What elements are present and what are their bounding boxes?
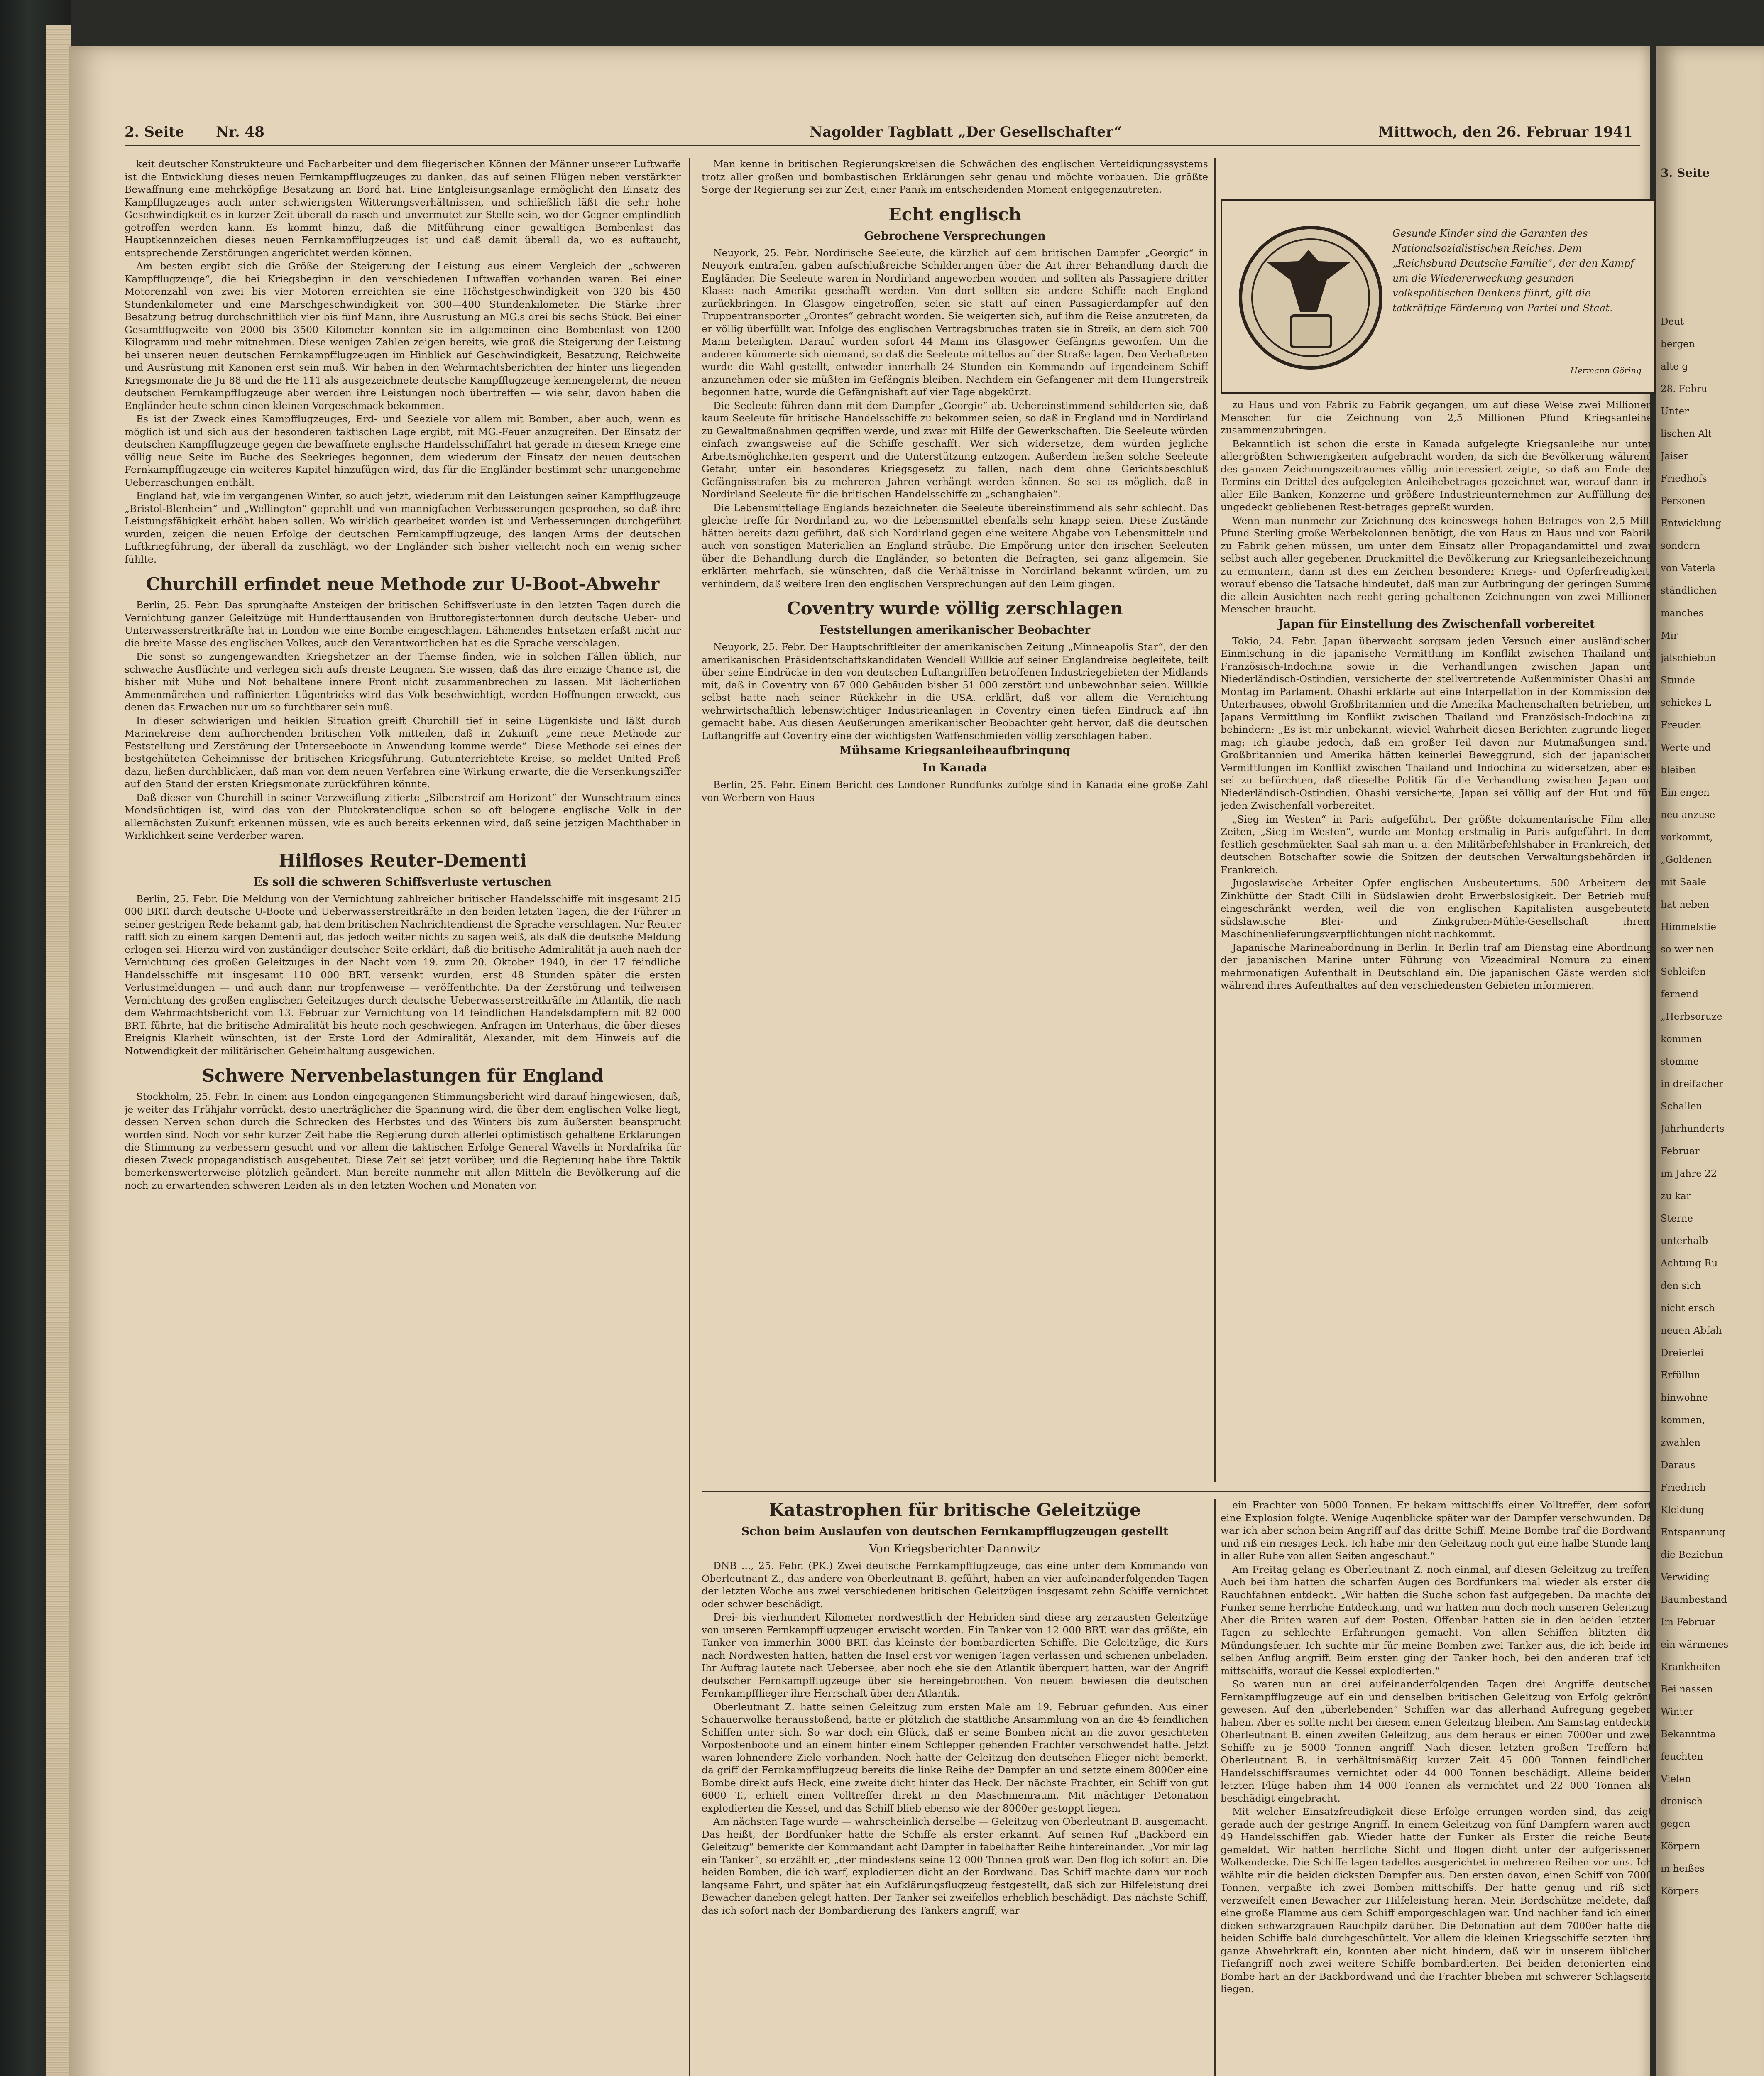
facing-page-fragment: gegen — [1661, 1819, 1691, 1829]
facing-page-fragment: stomme — [1661, 1056, 1699, 1067]
facing-page-fragment: feuchten — [1661, 1751, 1703, 1762]
facing-page-fragment: Februar — [1661, 1146, 1700, 1157]
lower-column-right — [1221, 1499, 1652, 2076]
article-paragraph: In dieser schwierigen und heiklen Situation greift Churchill tief in seine Lügenkiste und läßt durch Marinekreise dem aufhorchenden britischen Volk mitteilen, daß in Zukunft „eine neue Methode zur Feststellung und Zerstörung der Unterseeboote in Anwendung komme werde“. Diese Methode sei eines der bestgehüteten Geheimnisse der britischen Kriegsführung. Gutunterrichtete Kreise, so meldet United Preß dazu, ließen durchblicken, daß man von dem neuen Verfahren eine Wirkung erwarte, die die Versenkungsziffer auf den Stand der ersten Kriegsmonate zurückführen könnte. — [125, 715, 681, 790]
facing-page-fragment: Mir — [1661, 630, 1678, 641]
article-paragraph: Es ist der Zweck eines Kampfflugzeuges, Erd- und Seeziele vor allem mit Bomben, aber auch, wenn es möglich ist und sich aus der besonderen taktischen Lage ergibt, mit MG.-Feuer anzugreifen. Der Einsatz der deutschen Kampfflugzeuge gegen die bewaffnete englische Handelsschiffahrt hat gerade in diesem Kriege eine völlig neue Seite im Buche des Seekrieges begonnen, dem wiederum der Einsatz der neuen deutschen Fernkampfflugzeuge ein weiteres Kapitel hinzufügen wird, das für die Engländer bestimmt sehr unangenehme Ueberraschungen enthält. — [125, 413, 681, 488]
article-paragraph: Bekanntlich ist schon die erste in Kanada aufgelegte Kriegsanleihe nur unter allergrößten Schwierigkeiten aufgebracht worden, da sich die Bevölkerung während des ganzen Zeichnungszeitraumes völlig uninteressiert zeigte, so daß am Ende des Termins ein Drittel des aufgelegten Anleihebetrages gezeichnet war, worauf dann in aller Eile Banken, Konzerne und größere Industrieunternehmen zur Auffüllung des ungedeckt gebliebenen Rest-betrages gepreßt wurden. — [1221, 438, 1652, 513]
article-paragraph: Berlin, 25. Febr. Das sprunghafte Ansteigen der britischen Schiffsverluste in den letzten Tagen durch die Vernichtung ganzer Geleitzüge mit Hunderttausenden von Bruttoregistertonnen durch deutsche Ueber- und Unterwasserstreitkräfte hat in London wie eine Bombe eingeschlagen. Lähmendes Entsetzen erfaßt nicht nur die breite Masse des englischen Volkes, auch den Verantwortlichen hat es die Sprache verschlagen. — [125, 599, 681, 649]
facing-page-fragment: Baumbestand — [1661, 1594, 1727, 1605]
facing-page-fragment: Erfüllun — [1661, 1370, 1700, 1381]
article-paragraph: Man kenne in britischen Regierungskreisen die Schwächen des englischen Verteidigungssystems trotz aller großen und bombastischen Erklärungen sehr genau und möchte vorbauen. Die größte Sorge der Regierung sei zur Zeit, einer Panik im entscheidenden Moment entgegenzutreten. — [702, 158, 1208, 195]
facing-page-fragment: Achtung Ru — [1661, 1258, 1718, 1269]
facing-page-fragment: Verwiding — [1661, 1572, 1710, 1583]
article-paragraph: Drei- bis vierhundert Kilometer nordwestlich der Hebriden sind diese arg zerzausten Geleitzüge von unseren Fernkampfflugzeugen erwischt worden. Ein Tanker von 12 000 BRT. war das größte, ein Tanker von immerhin 3000 BRT. das kleinste der bombardierten Schiffe. Die Geleitzüge, die Kurs nach Nordwesten hatten, hatten die Insel erst vor wenigen Tagen verlassen und schienen unbeladen. Ihr Auftrag lautete nach Uebersee, aber noch ehe sie den Atlantik überquert hatten, war der Angriff deutscher Fernkampfflugzeuge über sie hereingebrochen. Von neuem bewiesen die deutschen Fernkampfflieger ihre Herrschaft über den Atlantik. — [702, 1611, 1208, 1699]
column-rule — [1214, 158, 1216, 1482]
facing-page-fragment: bergen — [1661, 339, 1695, 350]
page-number: 2. Seite — [125, 124, 184, 140]
facing-page-fragment: fernend — [1661, 989, 1699, 1000]
subheadline-kriegsanleihe: In Kanada — [922, 761, 988, 774]
facing-page-fragment: alte g — [1661, 361, 1688, 372]
facing-page-fragment: Vielen — [1661, 1774, 1691, 1785]
facing-page-fragment: neu anzuse — [1661, 810, 1715, 820]
facing-page-fragment: Ein engen — [1661, 787, 1710, 798]
subheadline-echt-englisch: Gebrochene Versprechungen — [864, 229, 1046, 242]
article-paragraph: Am nächsten Tage wurde — wahrscheinlich derselbe — Geleitzug von Oberleutnant B. ausgemacht. Das heißt, der Bordfunker hatte die Schiffe als erster erkannt. Auf seinen Ruf „Backbord ein Geleitzug“ bemerkte der Kommandant acht Dampfer in fabelhafter Reihe hintereinander. „Vor mir lag ein Tanker“, so erzählt er, „der mindestens seine 12 000 Tonnen groß war. Den flog ich sofort an. Die beiden Bomben, die ich warf, explodierten dicht an der Bordwand. Das Schiff machte dann nur noch langsame Fahrt, und später hat ein Aufklärungsflugzeug festgestellt, daß sich zur Hilfeleistung drei Bewacher daneben gelegt hatten. Der Tanker sei zweifellos erheblich beschädigt. Das nächste Schiff, das ich sofort nach der Bombardierung des Tankers angriff, war — [702, 1816, 1208, 1916]
article-paragraph: Die Lebensmittellage Englands bezeichneten die Seeleute übereinstimmend als sehr schlecht. Das gleiche treffe für Nordirland zu, wo die Lebensmittel ebenfalls sehr knapp seien. Diese Zustände hätten bereits dazu geführt, daß sich Nordirland gegen eine weitere Abgabe von Lebensmitteln und auch von sonstigen Materialien an England sträube. Die Empörung unter den irischen Seeleuten über die Behandlung durch die Engländer, so betonten die Befragten, sei ganz allgemein. Sie erklärten mehrfach, sie wünschten, daß die Verhältnisse in Nordirland bekannt würden, um zu verhindern, daß weitere Iren den englischen Versprechungen auf den Leim gingen. — [702, 502, 1208, 590]
facing-page-fragment: Bei nassen — [1661, 1684, 1713, 1695]
headline-nerven: Schwere Nervenbelastungen für England — [202, 1065, 604, 1086]
headline-japan: Japan für Einstellung des Zwischenfall vorbereitet — [1278, 617, 1595, 631]
article-paragraph: Am Freitag gelang es Oberleutnant Z. noch einmal, auf diesen Geleitzug zu treffen. Auch bei ihm hatten die scharfen Augen des Bordfunkers mal wieder als erster die Rauchfahnen entdeckt. „Wir hatten die Suche schon fast aufgegeben. Da machte der Funker seine herrliche Entdeckung, und wir hatten nun doch noch unseren Geleitzug. Aber die Briten waren auf dem Posten. Offenbar hatten sie in den beiden letzten Tagen zu schlechte Erfahrungen gemacht. Von allen Schiffen blitzten die Mündungsfeuer. Ich suchte mir für meine Bomben zwei Tanker aus, die ich beide im selben Anflug angriff. Beim ersten ging der Tanker hoch, bei den anderen traf ich mittschiffs, worauf die Kessel explodierten.“ — [1221, 1563, 1652, 1677]
facing-page-fragment: mit Saale — [1661, 877, 1706, 888]
article-paragraph: Berlin, 25. Febr. Die Meldung von der Vernichtung zahlreicher britischer Handelsschiffe mit insgesamt 215 000 BRT. durch deutsche U-Boote und Ueberwasserstreitkräfte in den beiden letzten Tagen, die der Führer in seiner gestrigen Rede bekannt gab, hat dem britischen Nachrichtendienst die Sprache verschlagen. Nur Reuter rafft sich zu einem kargen Dementi auf, das jedoch weiter nichts zu sagen weiß, als daß die deutsche Meldung erlogen sei. Hierzu wird von zuständiger deutscher Seite erklärt, daß die britische Admiralität ja auch nach der Vernichtung des großen Geleitzuges in der Nacht vom 19. zum 20. Oktober 1940, in der 17 feindliche Handelsschiffe mit insgesamt 110 000 BRT. versenkt wurden, erst 48 Stunden später die ersten Verlustmeldungen — und auch dann nur tropfenweise — veröffentlichte. Da der Zerstörung und teilweisen Vernichtung des großen englischen Geleitzuges durch deutsche Ueberwasserstreitkräfte im Atlantik, die nach dem Wehrmachtsbericht vom 13. Februar zur Vernichtung von 14 feindlichen Handelsdampfern mit 82 000 BRT. führte, hat die britische Admiralität bis heute noch geschwiegen. Anfragen im Unterhaus, die über dieses Ereignis Klarheit wünschten, ist der Erste Lord der Admiralität, Alexander, mit dem Hinweis auf die Notwendigkeit der militärischen Geheimhaltung ausgewichen. — [125, 893, 681, 1057]
facing-page-fragment: Friedhofs — [1661, 473, 1707, 484]
facing-page-fragment: neuen Abfah — [1661, 1325, 1722, 1336]
facing-page-fragment: Deut — [1661, 316, 1684, 327]
headline-kriegsanleihe: Mühsame Kriegsanleiheaufbringung — [839, 744, 1071, 757]
facing-page-fragment: sondern — [1661, 541, 1700, 551]
facing-page-fragment: den sich — [1661, 1280, 1701, 1291]
page-header — [125, 120, 1640, 147]
facing-page-fragment: Entspannung — [1661, 1527, 1725, 1538]
facing-page-fragment: Himmelstie — [1661, 922, 1717, 933]
facing-page-column — [1661, 316, 1760, 2076]
column-1 — [125, 158, 681, 2076]
facing-page-fragment: Schleifen — [1661, 967, 1706, 977]
advertisement-signature: Hermann Göring — [1570, 365, 1642, 375]
column-2 — [702, 158, 1208, 1482]
article-paragraph: DNB ..., 25. Febr. (PK.) Zwei deutsche Fernkampfflugzeuge, das eine unter dem Kommando von Oberleutnant Z., das andere von Oberleutnant B. geführt, haben an vier aufeinanderfolgenden Tagen der letzten Woche aus zwei verschiedenen britischen Geleitzügen insgesamt zehn Schiffe vernichtet oder schwer beschädigt. — [702, 1560, 1208, 1610]
column-rule — [1214, 1499, 1216, 2076]
article-paragraph: ein Frachter von 5000 Tonnen. Er bekam mittschiffs einen Volltreffer, dem sofort eine Explosion folgte. Wenige Augenblicke später war der Dampfer verschwunden. Da war ich aber schon beim Angriff auf das dritte Schiff. Meine Bombe traf die Bordwand und riß ein riesiges Leck. Ich habe mir den Geleitzug noch gut eine halbe Stunde lang in aller Ruhe von allen Seiten angeschaut.“ — [1221, 1499, 1652, 1562]
facing-page-fragment: Unter — [1661, 406, 1689, 417]
facing-page-fragment: „Herbsoruze — [1661, 1011, 1722, 1022]
facing-page-fragment: Werte und — [1661, 742, 1711, 753]
facing-page-fragment: Krankheiten — [1661, 1662, 1721, 1672]
facing-page-fragment: Entwicklung — [1661, 518, 1722, 529]
facing-page-fragment: Friedrich — [1661, 1482, 1706, 1493]
article-paragraph: Mit welcher Einsatzfreudigkeit diese Erfolge errungen worden sind, das zeigt gerade auch der gestrige Angriff. In einem Geleitzug von fünf Dampfern waren auch 49 Handelsschiffen gab. Wieder hatte der Funker als Erster die reiche Beute gemeldet. Wir hatten herrliche Sicht und flogen dicht unter der aufgerissenen Wolkendecke. Die Schiffe lagen tadellos ausgerichtet in mehreren Reihen vor uns. Ich wählte mir die beiden dicksten Dampfer aus. Den ersten davon, einen Schiff von 7000 Tonnen, verpaßte ich zwei Bomben mittschiffs. Der hatte genug und riß sich verzweifelt einen Bewacher zur Hilfeleistung heran. Mein Bordschütze meldete, daß eine große Flamme aus dem Schiff emporgeschlagen war. Und nachher fand ich einen dicken schwarzgrauen Rauchpilz darüber. Die Detonation auf dem 7000er hatte die beiden Schiffe bald durchgeschüttelt. Vor allem die kleinen Kriegsschiffe setzten ihre ganze Abwehrkraft ein, konnten aber nicht hindern, daß wir in unserem üblichen Tiefangriff noch zwei weitere Schiffe bombardierten. Bei beiden detonierten eine Bombe hart an der Backbordwand und die Frachter blieben mit schwerer Schlagseite liegen. — [1221, 1806, 1652, 1995]
article-paragraph: Oberleutnant Z. hatte seinen Geleitzug zum ersten Male am 19. Februar gefunden. Aus einer Schauerwolke herausstoßend, hatte er plötzlich die stattliche Ansammlung von an die 45 feindlichen Schiffen unter sich. So war doch ein Glück, daß er seine Bomben nicht an die zuvor gesichteten Vorpostenboote und an einem hinter einem Schlepper gehenden Frachter verschwendet hatte. Jetzt waren lohnendere Ziele vorhanden. Noch hatte der Geleitzug den deutschen Flieger nicht bemerkt, da griff der Fernkampfflugzeug bereits die linke Reihe der Dampfer an und setzte einem 8000er eine Bombe direkt aufs Heck, eine zweite dicht hinter das Heck. Der nächste Frachter, ein Schiff von gut 6000 T., erhielt einen Volltreffer direkt in den Maschinenraum. Mit mächtiger Detonation explodierten die Kessel, und das Schiff blieb ebenso wie der 8000er gestoppt liegen. — [702, 1701, 1208, 1814]
facing-page-fragment: zu kar — [1661, 1191, 1691, 1202]
byline: Von Kriegsberichter Dannwitz — [869, 1542, 1041, 1555]
facing-page-fragment: manches — [1661, 608, 1704, 619]
facing-page-fragment: ständlichen — [1661, 585, 1717, 596]
facing-page-fragment: nicht ersch — [1661, 1303, 1715, 1314]
article-paragraph: Jugoslawische Arbeiter Opfer englischen Ausbeutertums. 500 Arbeitern der Zinkhütte der Stadt Cilli in Südslawien droht Erwerbslosigkeit. Der Betrieb muß eingeschränkt werden, weil die von englischen Kapitalisten ausgebeutete südslawische Blei- und Zinkgruben-Mühle-Gesellschaft ihrem Maschinenlieferungsverpflichtungen nicht nachkommt. — [1221, 877, 1652, 940]
facing-page-fragment: Körpers — [1661, 1886, 1699, 1897]
facing-page-fragment: „Goldenen — [1661, 854, 1712, 865]
subheadline-katastrophen: Schon beim Auslaufen von deutschen Fernkampfflugzeugen gestellt — [741, 1525, 1169, 1538]
eagle-emblem-icon — [1239, 226, 1382, 370]
issue-number: Nr. 48 — [216, 124, 264, 140]
facing-page-fragment: zwahlen — [1661, 1437, 1701, 1448]
facing-page-fragment: Jahrhunderts — [1661, 1124, 1725, 1134]
article-paragraph: zu Haus und von Fabrik zu Fabrik gegangen, um auf diese Weise zwei Millionen Menschen für die Zeichnung von 2,5 Millionen Pfund Kriegsanleihe zusammenzubringen. — [1221, 399, 1652, 436]
advertisement-text: Gesunde Kinder sind die Garanten des Nationalsozialistischen Reiches. Dem „Reichsbund Deutsche Familie“, der den Kampf um die Wiedererweckung gesunden volkspolitischen Denkens führt, gilt die tatkräftige Förderung von Partei und Staat. — [1392, 228, 1634, 314]
facing-page-fragment: in heißes — [1661, 1863, 1705, 1874]
headline-echt-englisch: Echt englisch — [888, 204, 1022, 225]
column-3 — [1221, 399, 1652, 1482]
headline-coventry: Coventry wurde völlig zerschlagen — [787, 598, 1123, 619]
facing-page-fragment: so wer nen — [1661, 944, 1714, 955]
article-paragraph: „Sieg im Westen“ in Paris aufgeführt. Der größte dokumentarische Film aller Zeiten, „Sieg im Westen“, wurde am Montag erstmalig in Paris aufgeführt. In dem festlich geschmückten Saal sah man u. a. den Militärbefehlshaber in Frankreich, den deutschen Botschafter sowie die Spitzen der deutschen Verwaltungsbehörden in Frankreich. — [1221, 813, 1652, 876]
article-paragraph: Daß dieser von Churchill in seiner Verzweiflung zitierte „Silberstreif am Horizont“ der Wunschtraum eines Mondsüchtigen ist, wird das von der Plutokratenclique schon so oft belogene englische Volk in der allernächsten Zukunft erkennen müssen, wie es auch bereits erkennen wird, daß seine jetzigen Machthaber in Wirklichkeit seine Verderber waren. — [125, 791, 681, 841]
column-rule — [689, 158, 690, 2076]
facing-page-fragment: lischen Alt — [1661, 428, 1712, 439]
facing-page-fragment: im Jahre 22 — [1661, 1168, 1717, 1179]
article-paragraph: Neuyork, 25. Febr. Nordirische Seeleute, die kürzlich auf dem britischen Dampfer „Georgic“ in Neuyork eintrafen, gaben aufschlußreiche Schilderungen über die Art ihrer Behandlung durch die Engländer. Die Seeleute waren in Nordirland angeworben worden und sollten als Passagiere dritter Klasse nach Amerika geschafft werden. Von dort sollten sie andere Schiffe nach England zurückbringen. In Glasgow eingetroffen, seien sie statt auf einen Passagierdampfer auf den Truppentransporter „Orontes“ gebracht worden. Sie weigerten sich, auf ihm die Reise anzutreten, da er völlig überfüllt war. Infolge des englischen Vertragsbruches traten sie in Streik, an dem sich 700 Mann beteiligten. Darauf wurden sofort 44 Mann ins Glasgower Gefängnis geworfen. Um die anderen kümmerte sich niemand, so daß die Seeleute mittellos auf der Straße lagen. Den Verhafteten wurde die Wahl gestellt, entweder innerhalb 24 Stunden ein Kommando auf irgendeinem Schiff anzunehmen oder sie müßten im Gefängnis bleiben. Nachdem ein Gefangener mit dem Hungerstreik begonnen hatte, wurde die Gefängnishaft auf vier Tage abgekürzt. — [702, 247, 1208, 398]
facing-page-fragment: hat neben — [1661, 899, 1709, 910]
article-paragraph: Wenn man nunmehr zur Zeichnung des keineswegs hohen Betrages von 2,5 Mill. Pfund Sterling große Werbekolonnen benötigt, die von Haus zu Haus und von Fabrik zu Fabrik gehen müssen, um unter dem Einsatz aller Propagandamittel und zwar selbst auch aller gegebenen Druckmittel die Bevölkerung zur Kriegsanleihezeichnung zu ermuntern, dann ist dies ein Zeichen besonderer Kriegs- und Opferfreudigkeit, worauf ebenso die Tatsache hindeutet, daß man zur Aufbringung der geringen Summe die allein Ausichten nach recht gering gehaltenen Zeichnungen von zwei Millionen Menschen braucht. — [1221, 514, 1652, 615]
facing-page-fragment: Im Februar — [1661, 1617, 1715, 1628]
headline-churchill: Churchill erfindet neue Methode zur U-Boot-Abwehr — [146, 574, 660, 594]
facing-page-fragment: Bekanntma — [1661, 1729, 1716, 1740]
facing-page-fragment: hinwohne — [1661, 1393, 1708, 1403]
article-paragraph: England hat, wie im vergangenen Winter, so auch jetzt, wiederum mit den Leistungen seiner Kampfflugzeuge „Bristol-Blenheim“ und „Wellington“ geprahlt und von mannigfachen Verbesserungen gesprochen, so daß ihre Leistungsfähigkeit erhöht haben sollen. Wo wirklich gearbeitet worden ist und Verbesserungen durchgeführt wurden, zeigen die neuen Erfolge der deutschen Fernkampfflugzeuge, des langen Arms der deutschen Luftkriegführung, der überall da zuschlägt, wo der Engländer sich bisher vielleicht noch ein wenig sicher fühlte. — [125, 490, 681, 565]
facing-page-fragment: Stunde — [1661, 675, 1695, 686]
article-paragraph: keit deutscher Konstrukteure und Facharbeiter und dem fliegerischen Können der Männer unserer Luftwaffe ist die Entwicklung dieses neuen Fernkampfflugzeuges zu danken, das auf seinen Flügen neben verstärkter Bewaffnung eine mehrköpfige Besatzung an Bord hat. Eine Entgleisungsanlage ermöglicht den Einsatz des Kampfflugzeuges auch unter schwierigsten Witterungsverhältnissen, und schließlich läßt die sehr hohe Geschwindigkeit es in kurzer Zeit überall da rasch und unvermutet zur Stelle sein, wo der Gegner empfindlich getroffen werden kann. Es kommt hinzu, daß die Mitführung einer gewaltigen Bombenlast das Hauptkennzeichen dieses neuen Fernkampfflugzeuges ist und daß damit überall da, wo es auftaucht, entsprechende Zerstörungen angerichtet werden können. — [125, 158, 681, 259]
facing-page-fragment: vorkommt, — [1661, 832, 1713, 843]
article-paragraph: Japanische Marineabordnung in Berlin. In Berlin traf am Dienstag eine Abordnung der japanischen Marine unter Führung von Vizeadmiral Nomura zu einem mehrmonatigen Aufenthalt in Deutschland ein. Die japanischen Gäste werden sich während ihres Aufenthaltes auf den verschiedensten Gebieten informieren. — [1221, 941, 1652, 991]
article-paragraph: Tokio, 24. Febr. Japan überwacht sorgsam jeden Versuch einer ausländischen Einmischung in die japanische Vermittlung im Konflikt zwischen Thailand und Französisch-Indochina sowie in die Verhandlungen zwischen Japan und Niederländisch-Ostindien, versicherte der stellvertretende Außenminister Ohashi am Montag im Parlament. Ohashi erklärte auf eine Interpellation in der Kommission des Unterhauses, obwohl Großbritannien und die Amerika Machenschaften betrieben, um Japans Vermittlung im Konflikt zwischen Thailand und Französisch-Indochina zu behindern: „Es ist mir unbekannt, wieviel Wahrheit diesen Berichten zugrunde liegen mag; ich glaube jedoch, daß ein großer Teil davon nur Mutmaßungen sind.“ Großbritannien und Amerika hätten keinerlei Beweggrund, sich der japanischen Vermittlungen im Konflikt zwischen Thailand und Indochina zu widersetzen, aber es sei zu befürchten, daß dieselbe Politik für die Verhandlung zwischen Japan und Niederländisch-Ostindien. Ohashi versicherte, Japan sei völlig auf der Hut und für jeden Zwischenfall vorbereitet. — [1221, 635, 1652, 811]
facing-page-fragment: unterhalb — [1661, 1236, 1708, 1246]
article-paragraph: Berlin, 25. Febr. Einem Bericht des Londoner Rundfunks zufolge sind in Kanada eine große Zahl von Werbern von Haus — [702, 779, 1208, 803]
page-stack-edge — [46, 25, 71, 2076]
headline-reuter: Hilfloses Reuter-Dementi — [279, 850, 527, 871]
article-paragraph: Die Seeleute führen dann mit dem Dampfer „Georgic“ ab. Uebereinstimmend schilderten sie, daß kaum Seeleute für britische Handelsschiffe zu bekommen seien, so daß in England und in Nordirland zu Gewaltmaßnahmen gegriffen werde, und zwar mit Hilfe der Gewerkschaften. Die Seeleute würden einfach zwangsweise auf die Schiffe geschafft. Wer sich widersetze, dem würden jegliche Arbeitsmöglichkeiten gesperrt und die Unterstützung entzogen. Außerdem ließen solche Seeleute Gefahr, unter ein besonderes Kriegsgesetz zu fallen, nach dem ohne Gerichtsbeschluß Gefängnisstrafen bis zu mehreren Jahren verhängt werden können. So sei es möglich, daß in Nordirland Seeleute für die britischen Handelsschiffe zu „schanghaien“. — [702, 399, 1208, 500]
facing-page-fragment: die Bezichun — [1661, 1550, 1723, 1560]
facing-page-fragment: Winter — [1661, 1706, 1694, 1717]
facing-page-fragment: Dreierlei — [1661, 1348, 1704, 1359]
article-paragraph: Die sonst so zungengewandten Kriegshetzer an der Themse finden, wie in solchen Fällen üblich, nur schwache Ausflüchte und verlegen sich aufs dreiste Leugnen. Sie wissen, daß das ihre einzige Chance ist, die bisher mit Mühe und Not behaltene innere Front nicht zusammenbrechen zu lassen. Mit lächerlichen Ammenmärchen und raffinierten Lügentricks wird das Volk beschwichtigt, werden Hoffnungen erweckt, aus denen das Erwachen nur um so furchtbarer sein muß. — [125, 651, 681, 713]
facing-page-fragment: kommen — [1661, 1034, 1702, 1045]
facing-page-fragment: jalschiebun — [1661, 653, 1716, 663]
issue-date: Mittwoch, den 26. Februar 1941 — [1378, 124, 1633, 140]
newspaper-name: Nagolder Tagblatt „Der Gesellschafter“ — [810, 124, 1122, 140]
facing-page-fragment: ein wärmenes — [1661, 1639, 1729, 1650]
headline-katastrophen: Katastrophen für britische Geleitzüge — [769, 1500, 1141, 1520]
subheadline-reuter: Es soll die schweren Schiffsverluste vertuschen — [254, 875, 552, 889]
facing-page-fragment: schickes L — [1661, 698, 1711, 708]
article-paragraph: Am besten ergibt sich die Größe der Steigerung der Leistung aus einem Vergleich der „schweren Kampfflugzeuge“, die bei Kriegsbeginn in den verschiedenen Luftwaffen vorhanden waren. Bei einer Motorenzahl von zwei bis vier Motoren erreichten sie eine Höchstgeschwindigkeit von 320 bis 450 Stundenkilometer und eine Marschgeschwindigkeit von 300—400 Stundenkilometer. Die Stärke ihrer Besatzung betrug durchschnittlich vier bis fünf Mann, ihre Ausrüstung an MG.s drei bis sechs Stück. Bei einer Gesamtflugweite von 2000 bis 3500 Kilometer konnten sie im allgemeinen eine Bombenlast von 1200 Kilogramm und mehr mitnehmen. Diese wenigen Zahlen zeigen bereits, wie groß die Steigerung der Leistung bei unseren neuen deutschen Fernkampfflugzeugen im Hinblick auf Geschwindigkeit, Besatzung, Reichweite und Ausrüstung mit Kanonen erst sein muß. Wir haben in den Wehrmachtsberichten der hinter uns liegenden Kriegsmonate die Ju 88 und die He 111 als ausgezeichnete deutsche Kampfflugzeuge kennengelernt, die neuen deutschen Fernkampfflugzeuge aber werden ihre Leistungen noch übertreffen — wie sehr, davon haben die Engländer heute schon einen kleinen Vorgeschmack bekommen. — [125, 260, 681, 411]
facing-page-fragment: Körpern — [1661, 1841, 1700, 1852]
facing-page-fragment: bleiben — [1661, 765, 1697, 776]
facing-page-fragment: dronisch — [1661, 1796, 1703, 1807]
subheadline-coventry: Feststellungen amerikanischer Beobachter — [819, 624, 1091, 637]
facing-page-fragment: von Vaterla — [1661, 563, 1716, 574]
facing-page-fragment: Sterne — [1661, 1213, 1693, 1224]
lower-column-left — [702, 1499, 1208, 2076]
section-rule — [702, 1491, 1652, 1492]
article-paragraph: Neuyork, 25. Febr. Der Hauptschriftleiter der amerikanischen Zeitung „Minneapolis Star“, der den amerikanischen Präsidentschaftskandidaten Wendell Willkie auf seiner Englandreise begleitete, teilt über seine Eindrücke in den von deutschen Luftangriffen betroffenen Industriegebieten der Midlands mit, daß in Coventry von 67 000 Gebäuden bisher 51 000 zerstört und unbewohnbar seien. Willkie selbst hatte nach seiner Rückkehr in die USA. erklärt, daß vor allem die Vernichtung wehrwirtschaftlich lebenswichtiger Industrieanlagen in Coventry einen tiefen Eindruck auf ihn gemacht habe. Aus diesen Aeußerungen amerikanischer Beobachter geht hervor, daß die deutschen Luftangriffe auf Coventry eine der wichtigsten Waffenschmieden völlig zerschlagen haben. — [702, 641, 1208, 742]
article-paragraph: So waren nun an drei aufeinanderfolgenden Tagen drei Angriffe deutscher Fernkampfflugzeuge auf ein und denselben britischen Geleitzug von Erfolg gekrönt gewesen. Auf den „überlebenden“ Schiffen war das allerhand Aufregung gegeben haben. Aber es sollte nicht bei diesem einen Geleitzug bleiben. Am Samstag entdeckte Oberleutnant B. einen zweiten Geleitzug, aus dem heraus er einen 7000er und zwei Schiffe zu je 5000 Tonnen angriff. Nach diesen letzten großen Treffern hat Oberleutnant B. in verhältnismäßig kurzer Zeit 45 000 Tonnen feindlichen Handelsschiffsraumes vernichtet oder 44 000 Tonnen beschädigt. Alleine beiden letzten Flüge haben ihm 14 000 Tonnen als vernichtet und 22 000 Tonnen als beschädigt eingebracht. — [1221, 1678, 1652, 1804]
facing-page-fragment: Jaiser — [1661, 451, 1688, 462]
article-paragraph: Stockholm, 25. Febr. In einem aus London eingegangenen Stimmungsbericht wird darauf hingewiesen, daß, je weiter das Frühjahr vorrückt, desto unerträglicher die Spannung wird, die über dem englischen Volke liegt, dessen Nerven schon durch die Schrecken des Herbstes und des Winters bis zum äußersten beansprucht worden sind. Noch vor sehr kurzer Zeit habe die Regierung durch allerlei optimistisch gehaltene Erklärungen die Stimmung zu verbessern gesucht und vor allem die taktischen Erfolge General Wavells in Nordafrika für diesen Zweck propagandistisch ausgebeutet. Diese Zeit sei jetzt vorüber, und die Regierung habe ihre Taktik bemerkenswerterweise plötzlich geändert. Man bereite nunmehr mit allen Mitteln die Bevölkerung auf die noch zu erwartenden schweren Leiden als in den letzten Wochen und Monaten vor. — [125, 1091, 681, 1191]
facing-page-fragment: 28. Febru — [1661, 384, 1708, 394]
facing-page-fragment: in dreifacher — [1661, 1079, 1723, 1089]
facing-page-fragment: kommen, — [1661, 1415, 1705, 1426]
facing-page-fragment: Daraus — [1661, 1460, 1695, 1471]
facing-page-fragment: Schallen — [1661, 1101, 1703, 1112]
facing-page-fragment: Freuden — [1661, 720, 1702, 731]
facing-page-fragment: Kleidung — [1661, 1505, 1704, 1515]
facing-page-fragment: Personen — [1661, 496, 1705, 507]
facing-page-header: 3. Seite — [1661, 166, 1710, 180]
reichsbund-advertisement — [1221, 199, 1656, 394]
